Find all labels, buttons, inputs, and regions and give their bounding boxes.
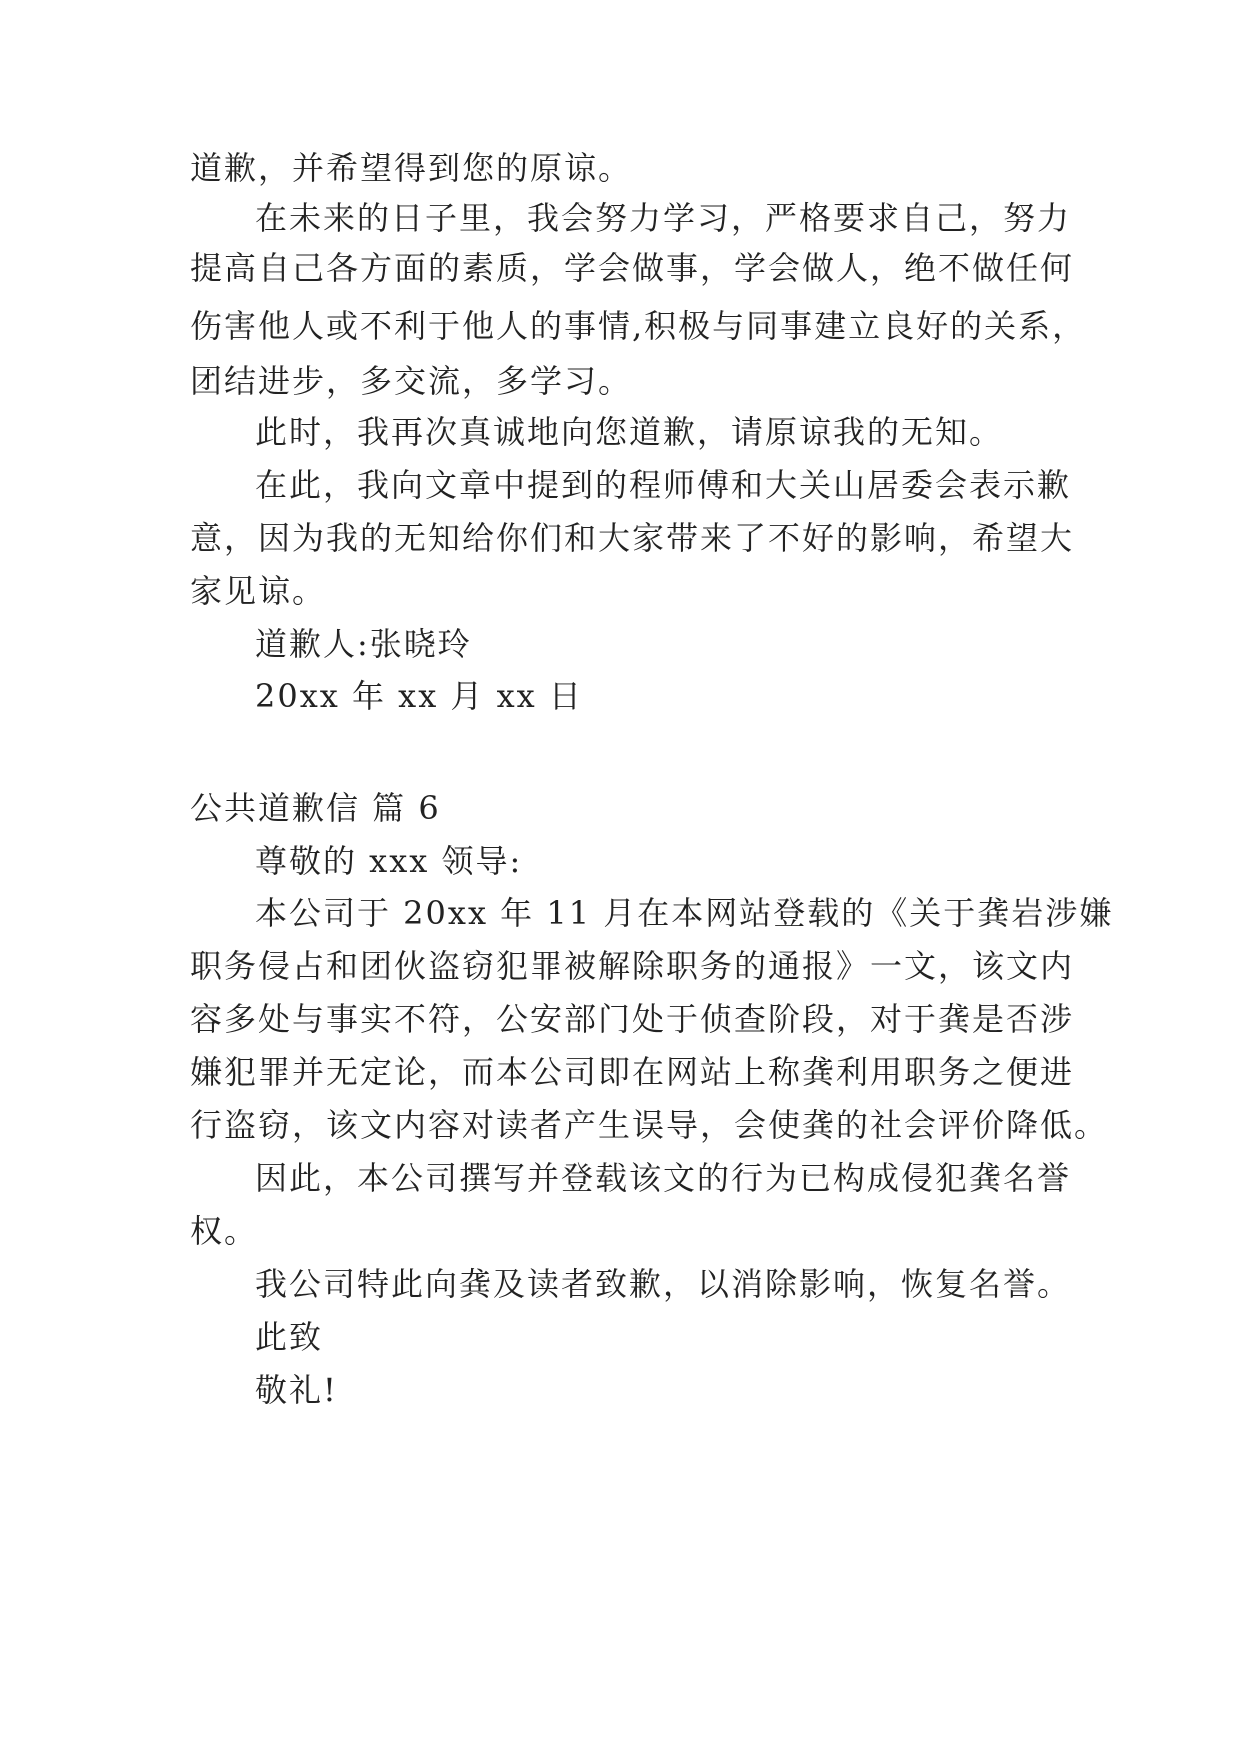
text-line-herein-3: 家见谅。: [190, 572, 327, 610]
body-line-2: 职务侵占和团伙盗窃犯罪被解除职务的通报》一文，该文内: [190, 947, 1075, 985]
text-line-future-1: 在未来的日子里，我会努力学习，严格要求自己，努力: [255, 199, 1072, 237]
text-line-future-4: 团结进步，多交流，多学习。: [190, 362, 633, 400]
text-line-herein-1: 在此，我向文章中提到的程师傅和大关山居委会表示歉: [255, 466, 1072, 504]
body-line-3: 容多处与事实不符，公安部门处于侦查阶段，对于龚是否涉: [190, 1000, 1075, 1038]
salutation-line: 尊敬的 xxx 领导:: [255, 842, 523, 880]
text-line-herein-2: 意，因为我的无知给你们和大家带来了不好的影响，希望大: [190, 519, 1075, 557]
body-line-6: 因此，本公司撰写并登载该文的行为已构成侵犯龚名誉: [255, 1159, 1072, 1197]
signature-line: 道歉人:张晓玲: [255, 625, 472, 663]
text-line-future-2: 提高自己各方面的素质，学会做事，学会做人，绝不做任何: [190, 249, 1075, 287]
body-line-8: 我公司特此向龚及读者致歉，以消除影响，恢复名誉。: [255, 1265, 1072, 1303]
closing-line-2: 敬礼!: [255, 1371, 338, 1409]
text-line-apology-end: 道歉，并希望得到您的原谅。: [190, 149, 633, 187]
section-heading: 公共道歉信 篇 6: [190, 789, 441, 827]
text-line-future-3: 伤害他人或不利于他人的事情,积极与同事建立良好的关系，: [190, 307, 1087, 345]
body-line-4: 嫌犯罪并无定论，而本公司即在网站上称龚利用职务之便进: [190, 1053, 1075, 1091]
body-line-7: 权。: [190, 1212, 259, 1250]
date-line: 20xx 年 xx 月 xx 日: [255, 677, 583, 715]
closing-line-1: 此致: [255, 1318, 324, 1356]
text-line-sincere-apology: 此时，我再次真诚地向您道歉，请原谅我的无知。: [255, 413, 1004, 451]
body-line-5: 行盗窃，该文内容对读者产生误导，会使龚的社会评价降低。: [190, 1106, 1109, 1144]
body-line-1: 本公司于 20xx 年 11 月在本网站登载的《关于龚岩涉嫌: [255, 894, 1114, 932]
